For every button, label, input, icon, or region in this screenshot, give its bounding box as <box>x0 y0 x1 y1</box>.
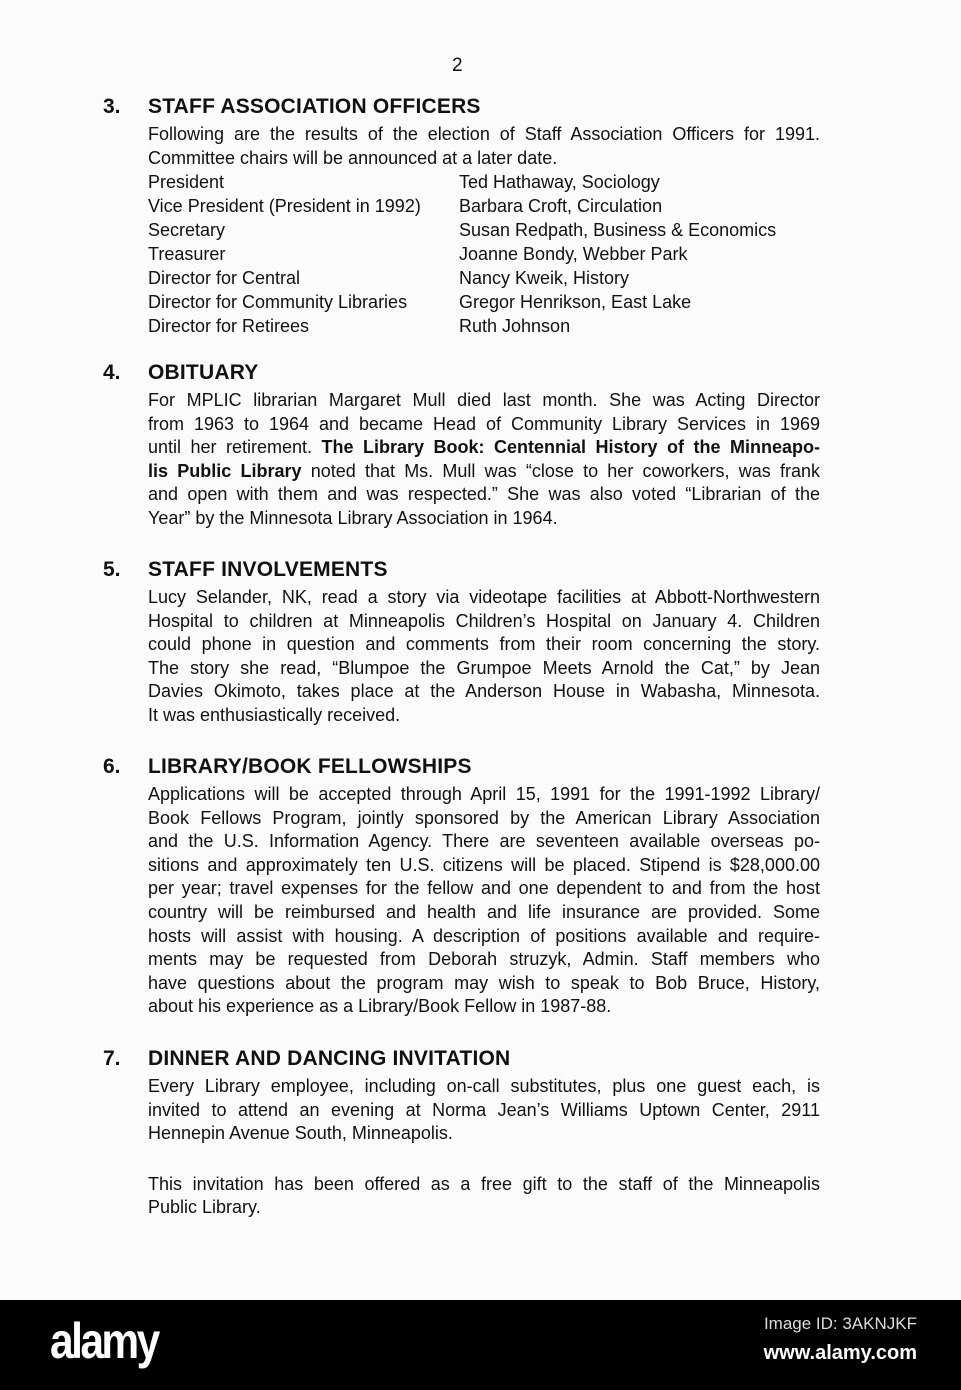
book-title-text: lis Public Library <box>148 460 302 481</box>
text-segment: noted that Ms. Mull was “close to her coworkers, was frank <box>301 460 820 481</box>
text-line: invited to attend an evening at Norma Jean’s Williams Uptown Center, 2911 <box>148 1099 820 1120</box>
officer-row <box>148 194 820 218</box>
text-line: Hennepin Avenue South, Minneapolis. <box>148 1123 453 1144</box>
officer-name: Gregor Henrikson, East Lake <box>459 292 692 313</box>
text-line <box>148 436 820 460</box>
section-heading <box>103 1047 823 1075</box>
section-body <box>148 586 820 728</box>
officer-name: Barbara Croft, Circulation <box>459 196 663 217</box>
section-title: LIBRARY/BOOK FELLOWSHIPS <box>148 755 472 778</box>
officer-row <box>148 290 820 314</box>
section-staff-association-officers <box>103 95 823 338</box>
text-line: per year; travel expenses for the fellow and one dependent to and from the host <box>148 878 820 899</box>
text-line: hosts will assist with housing. A description of positions available and require- <box>148 925 820 946</box>
officer-name: Nancy Kweik, History <box>459 268 630 289</box>
text-line: Lucy Selander, NK, read a story via videotape facilities at Abbott-Northwestern <box>148 587 820 607</box>
officer-role: Vice President (President in 1992) <box>148 196 421 217</box>
section-dinner-dancing-invitation <box>103 1047 823 1220</box>
text-line: Following are the results of the election of Staff Association Officers for 1991. <box>148 124 820 144</box>
section-number: 4. <box>103 361 121 384</box>
text-segment: until her retirement. <box>148 437 322 458</box>
text-line: It was enthusiastically received. <box>148 704 401 725</box>
text-line: Public Library. <box>148 1197 261 1218</box>
section-number: 6. <box>103 755 121 778</box>
alamy-logo: alamy <box>50 1313 158 1369</box>
text-line: The story she read, “Blumpoe the Grumpoe Meets Arnold the Cat,” by Jean <box>148 657 820 678</box>
site-url: www.alamy.com <box>763 1342 917 1364</box>
text-line: Year” by the Minnesota Library Association in 1964. <box>148 507 558 528</box>
page-number: 2 <box>452 55 463 76</box>
text-line: from 1963 to 1964 and became Head of Community Library Services in 1969 <box>148 413 820 434</box>
section-title: OBITUARY <box>148 361 259 384</box>
text-line: could phone in question and comments from their room concerning the story. <box>148 634 820 655</box>
section-title: STAFF ASSOCIATION OFFICERS <box>148 95 481 118</box>
image-id: Image ID: 3AKNJKF <box>763 1314 917 1333</box>
text-line: country will be reimbursed and health and life insurance are provided. Some <box>148 901 820 922</box>
book-title-text: The Library Book: Centennial History of the Minneapo- <box>321 437 820 458</box>
section-body <box>148 1075 820 1220</box>
officer-row <box>148 170 820 194</box>
text-line: and open with them and was respected.” She was also voted “Librarian of the <box>148 484 820 505</box>
text-line: For MPLIC librarian Margaret Mull died last month. She was Acting Director <box>148 390 820 410</box>
officer-row <box>148 218 820 242</box>
section-staff-involvements <box>103 558 823 728</box>
section-obituary <box>103 361 823 531</box>
text-line: Davies Okimoto, takes place at the Anderson House in Wabasha, Minnesota. <box>148 681 820 702</box>
text-line: ments may be requested from Deborah struzyk, Admin. Staff members who <box>148 949 820 970</box>
text-line: Hospital to children at Minneapolis Children’s Hospital on January 4. Children <box>148 610 820 631</box>
section-number: 5. <box>103 558 121 581</box>
watermark-bar <box>0 1300 961 1390</box>
text-line: about his experience as a Library/Book Fellow in 1987-88. <box>148 996 612 1017</box>
section-body <box>148 123 820 338</box>
text-line: sitions and approximately ten U.S. citizens will be placed. Stipend is $28,000.00 <box>148 854 820 875</box>
officer-name: Ted Hathaway, Sociology <box>459 172 660 193</box>
text-line: This invitation has been offered as a free gift to the staff of the Minneapolis <box>148 1173 820 1194</box>
officer-name: Joanne Bondy, Webber Park <box>459 244 688 265</box>
officer-role: Director for Retirees <box>148 316 310 337</box>
section-title: STAFF INVOLVEMENTS <box>148 558 388 581</box>
text-line: Book Fellows Program, jointly sponsored by the American Library Association <box>148 807 820 828</box>
text-line: have questions about the program may wish to speak to Bob Bruce, History, <box>148 972 820 993</box>
section-body <box>148 783 820 1019</box>
section-number: 7. <box>103 1047 121 1070</box>
officer-name: Susan Redpath, Business & Economics <box>459 220 777 241</box>
officer-role: Director for Central <box>148 268 301 289</box>
section-body <box>148 389 820 531</box>
section-heading <box>103 95 823 123</box>
officer-row <box>148 266 820 290</box>
text-line <box>148 460 820 484</box>
officer-row <box>148 242 820 266</box>
officer-role: Director for Community Libraries <box>148 292 408 313</box>
officer-row <box>148 314 820 338</box>
paragraph-gap <box>148 1146 820 1173</box>
section-number: 3. <box>103 95 121 118</box>
officer-role: Secretary <box>148 220 226 241</box>
section-title: DINNER AND DANCING INVITATION <box>148 1047 511 1070</box>
section-heading <box>103 558 823 586</box>
officer-role: Treasurer <box>148 244 226 265</box>
text-line: Applications will be accepted through April 15, 1991 for the 1991-1992 Library/ <box>148 784 820 804</box>
officer-name: Ruth Johnson <box>459 316 571 337</box>
section-heading <box>103 361 823 389</box>
officer-role: President <box>148 172 225 193</box>
section-heading <box>103 755 823 783</box>
section-library-book-fellowships <box>103 755 823 1019</box>
text-line: Committee chairs will be announced at a later date. <box>148 147 558 168</box>
text-line: Every Library employee, including on-call substitutes, plus one guest each, is <box>148 1076 820 1096</box>
text-line: and the U.S. Information Agency. There are seventeen available overseas po- <box>148 831 820 852</box>
